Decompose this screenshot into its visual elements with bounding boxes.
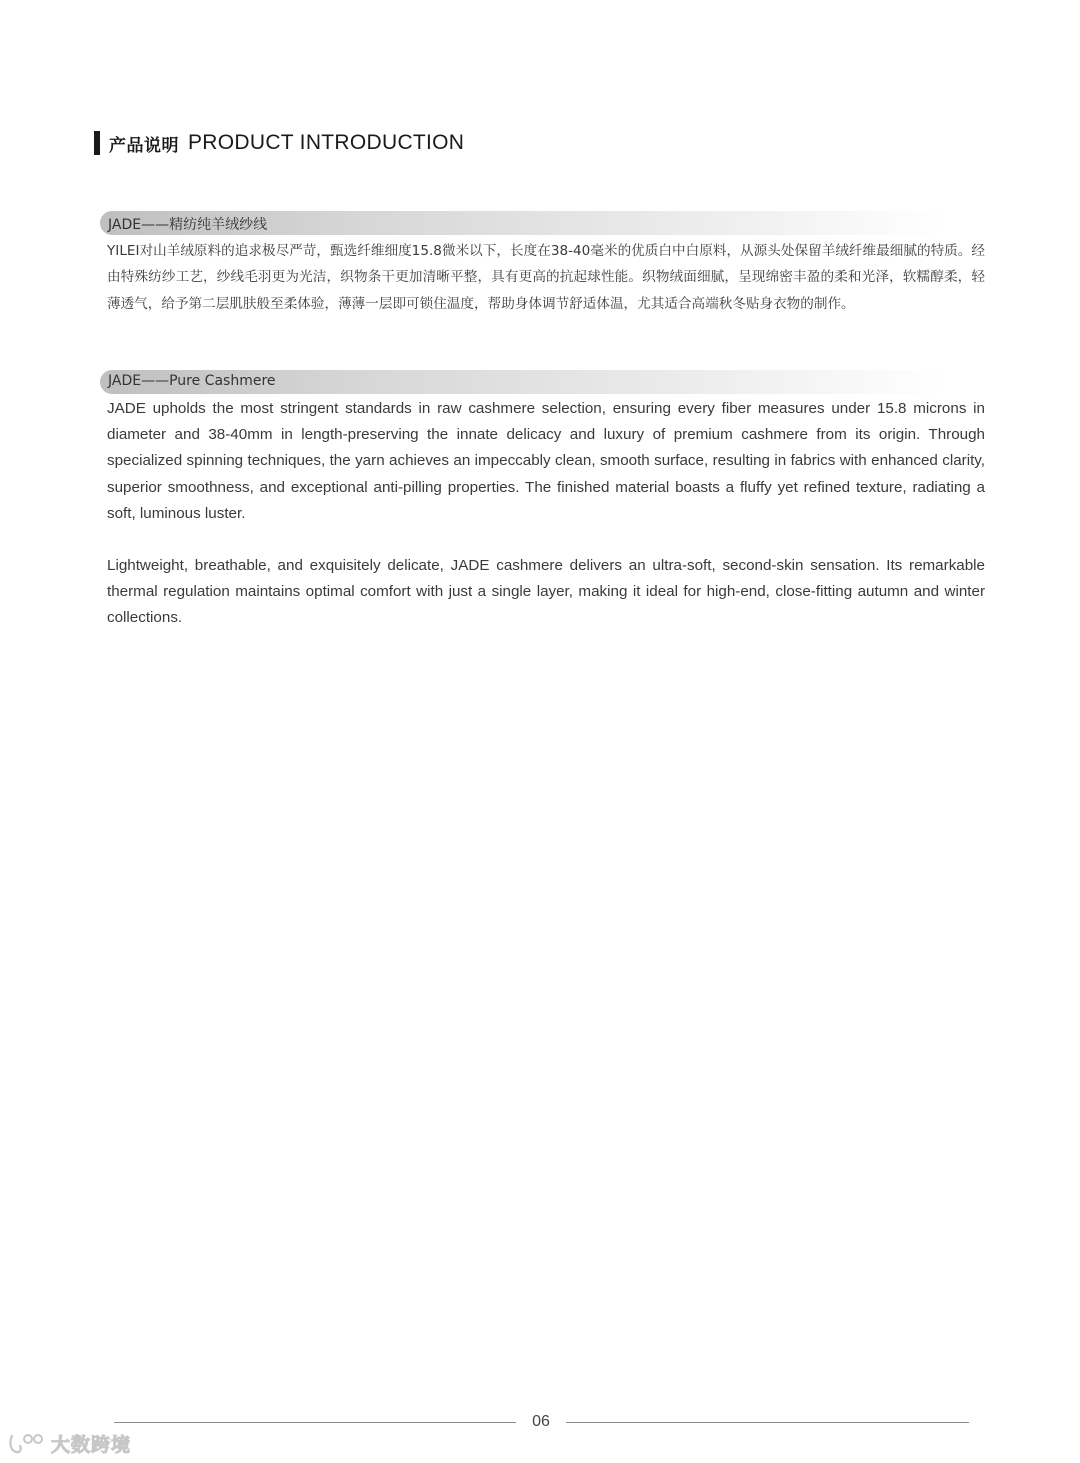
section-heading-bar (100, 370, 945, 394)
watermark-text: 大数跨境 (51, 1434, 132, 1456)
page-title-en: PRODUCT INTRODUCTION (188, 131, 465, 154)
footer-rule-left (114, 1422, 516, 1423)
header-accent-bar (94, 131, 100, 155)
section-heading-bar (100, 211, 945, 235)
paragraph-en-1: JADE upholds the most stringent standards in raw cashmere selection, ensuring every fiber measures under 15.8 microns in diameter and 38-40mm in length-preserving the innate delicacy and luxury of premium cashmere from its origin. Through specialized spinning techniques, the yarn achieves an impeccably clean, smooth surface, resulting in fabrics with enhanced clarity, superior smoothness, and exceptional anti-pilling properties. The finished material boasts a fluffy yet refined texture, radiating a soft, luminous luster. (107, 400, 985, 522)
section-title-cn: JADE——精纺纯羊绒纱线 (108, 217, 268, 233)
watermark (8, 1430, 131, 1457)
page-header (94, 130, 464, 156)
section-title-en: JADE——Pure Cashmere (108, 373, 276, 389)
page-title-cn: 产品说明 (109, 135, 179, 156)
page-number: 06 (532, 1413, 550, 1430)
watermark-logo-icon (8, 1432, 48, 1456)
paragraph-en-2: Lightweight, breathable, and exquisitely delicate, JADE cashmere delivers an ultra-soft, second-skin sensation. Its remarkable thermal regulation maintains optimal comfort with just a single layer, making it ideal for high-end, close-fitting autumn and winter collections. (107, 557, 985, 627)
paragraph-cn: YILEI对山羊绒原料的追求极尽严苛，甄选纤维细度15.8微米以下，长度在38-40毫米的优质白中白原料，从源头处保留羊绒纤维最细腻的特质。经由特殊纺纱工艺，纱线毛羽更为光洁，织物条干更加清晰平整，具有更高的抗起球性能。织物绒面细腻，呈现绵密丰盈的柔和光泽，软糯醇柔，轻薄透气，给予第二层肌肤般至柔体验，薄薄一层即可锁住温度，帮助身体调节舒适体温，尤其适合高端秋冬贴身衣物的制作。 (107, 243, 985, 312)
footer-rule-right (566, 1422, 969, 1423)
